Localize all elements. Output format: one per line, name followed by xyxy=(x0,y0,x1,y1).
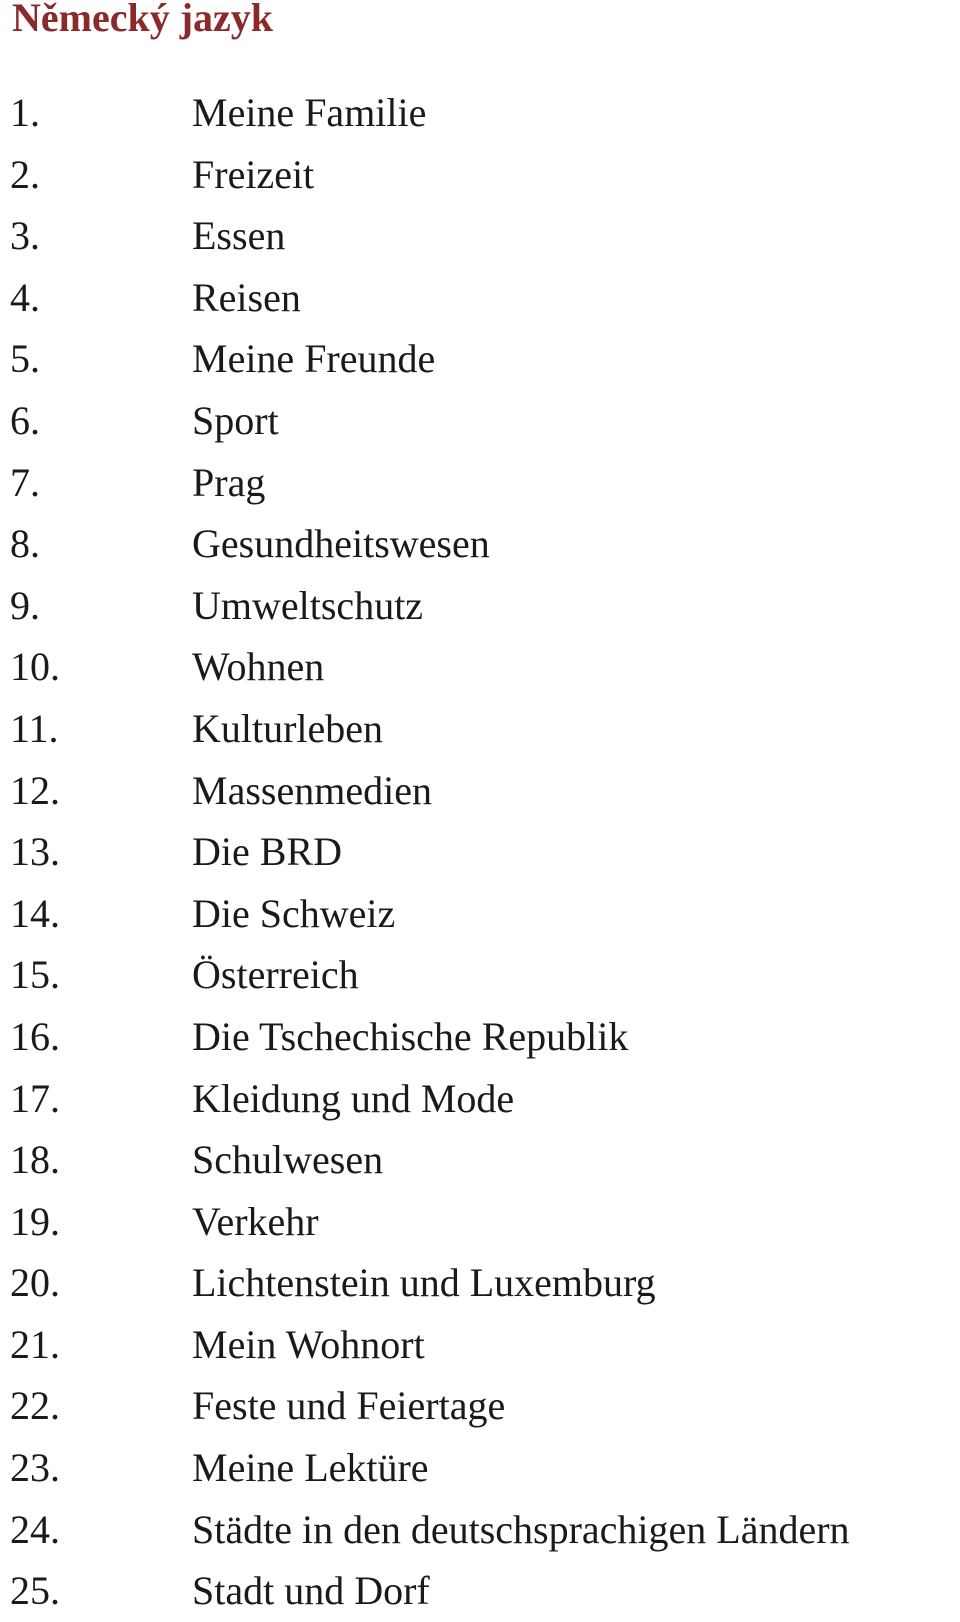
item-label: Prag xyxy=(192,459,266,505)
item-label: Die Schweiz xyxy=(192,890,396,936)
item-number: 11. xyxy=(10,705,59,751)
list-item xyxy=(0,1375,850,1437)
list-item xyxy=(0,1129,850,1191)
topic-list xyxy=(0,82,850,1622)
item-label: Reisen xyxy=(192,274,301,320)
list-item xyxy=(0,821,850,883)
item-label: Wohnen xyxy=(192,644,325,690)
item-number: 6. xyxy=(10,397,40,443)
item-number: 1. xyxy=(10,90,40,135)
list-item xyxy=(0,1191,850,1253)
item-number: 10. xyxy=(10,644,60,690)
list-item xyxy=(0,1314,850,1376)
list-item xyxy=(0,390,850,452)
list-item xyxy=(0,452,850,514)
item-number: 3. xyxy=(10,213,40,259)
page-title: Německý jazyk xyxy=(12,0,274,40)
list-item xyxy=(0,144,850,206)
list-item xyxy=(0,575,850,637)
item-label: Lichtenstein und Luxemburg xyxy=(192,1260,656,1306)
item-label: Schulwesen xyxy=(192,1137,384,1183)
list-item xyxy=(0,1560,850,1622)
item-number: 20. xyxy=(10,1260,60,1306)
list-item xyxy=(0,760,850,822)
item-label: Meine Freunde xyxy=(192,336,436,382)
item-label: Stadt und Dorf xyxy=(192,1568,430,1614)
item-label: Umweltschutz xyxy=(192,582,424,628)
item-label: Kleidung und Mode xyxy=(192,1075,515,1121)
list-item xyxy=(0,513,850,575)
item-number: 24. xyxy=(10,1506,60,1552)
item-number: 7. xyxy=(10,459,40,505)
item-label: Essen xyxy=(192,213,286,259)
list-item xyxy=(0,1068,850,1130)
list-item xyxy=(0,328,850,390)
list-item xyxy=(0,944,850,1006)
list-item xyxy=(0,636,850,698)
item-label: Städte in den deutschsprachigen Ländern xyxy=(192,1506,850,1552)
item-number: 13. xyxy=(10,829,60,875)
item-number: 23. xyxy=(10,1445,60,1491)
item-number: 17. xyxy=(10,1075,60,1121)
item-label: Gesundheitswesen xyxy=(192,521,490,567)
list-item xyxy=(0,698,850,760)
item-number: 2. xyxy=(10,151,40,197)
item-label: Massenmedien xyxy=(192,767,432,813)
list-item xyxy=(0,82,850,144)
item-number: 25. xyxy=(10,1568,60,1614)
list-item xyxy=(0,205,850,267)
item-label: Kulturleben xyxy=(192,705,384,751)
item-label: Meine Familie xyxy=(192,90,427,135)
item-number: 4. xyxy=(10,274,40,320)
item-number: 14. xyxy=(10,890,60,936)
item-label: Sport xyxy=(192,397,279,443)
list-item xyxy=(0,1437,850,1499)
item-number: 15. xyxy=(10,952,60,998)
list-item xyxy=(0,883,850,945)
list-item xyxy=(0,1499,850,1561)
item-number: 5. xyxy=(10,336,40,382)
item-number: 12. xyxy=(10,767,60,813)
item-number: 8. xyxy=(10,521,40,567)
item-label: Verkehr xyxy=(192,1198,319,1244)
item-number: 21. xyxy=(10,1321,60,1367)
item-number: 16. xyxy=(10,1013,60,1059)
list-item xyxy=(0,1006,850,1068)
item-label: Mein Wohnort xyxy=(192,1321,425,1367)
item-label: Die BRD xyxy=(192,829,342,875)
item-label: Meine Lektüre xyxy=(192,1445,429,1491)
item-label: Österreich xyxy=(192,952,359,998)
item-label: Freizeit xyxy=(192,151,315,197)
item-number: 18. xyxy=(10,1137,60,1183)
list-item xyxy=(0,267,850,329)
item-label: Feste und Feiertage xyxy=(192,1383,506,1429)
item-number: 9. xyxy=(10,582,40,628)
item-label: Die Tschechische Republik xyxy=(192,1013,629,1059)
item-number: 22. xyxy=(10,1383,60,1429)
item-number: 19. xyxy=(10,1198,60,1244)
list-item xyxy=(0,1252,850,1314)
